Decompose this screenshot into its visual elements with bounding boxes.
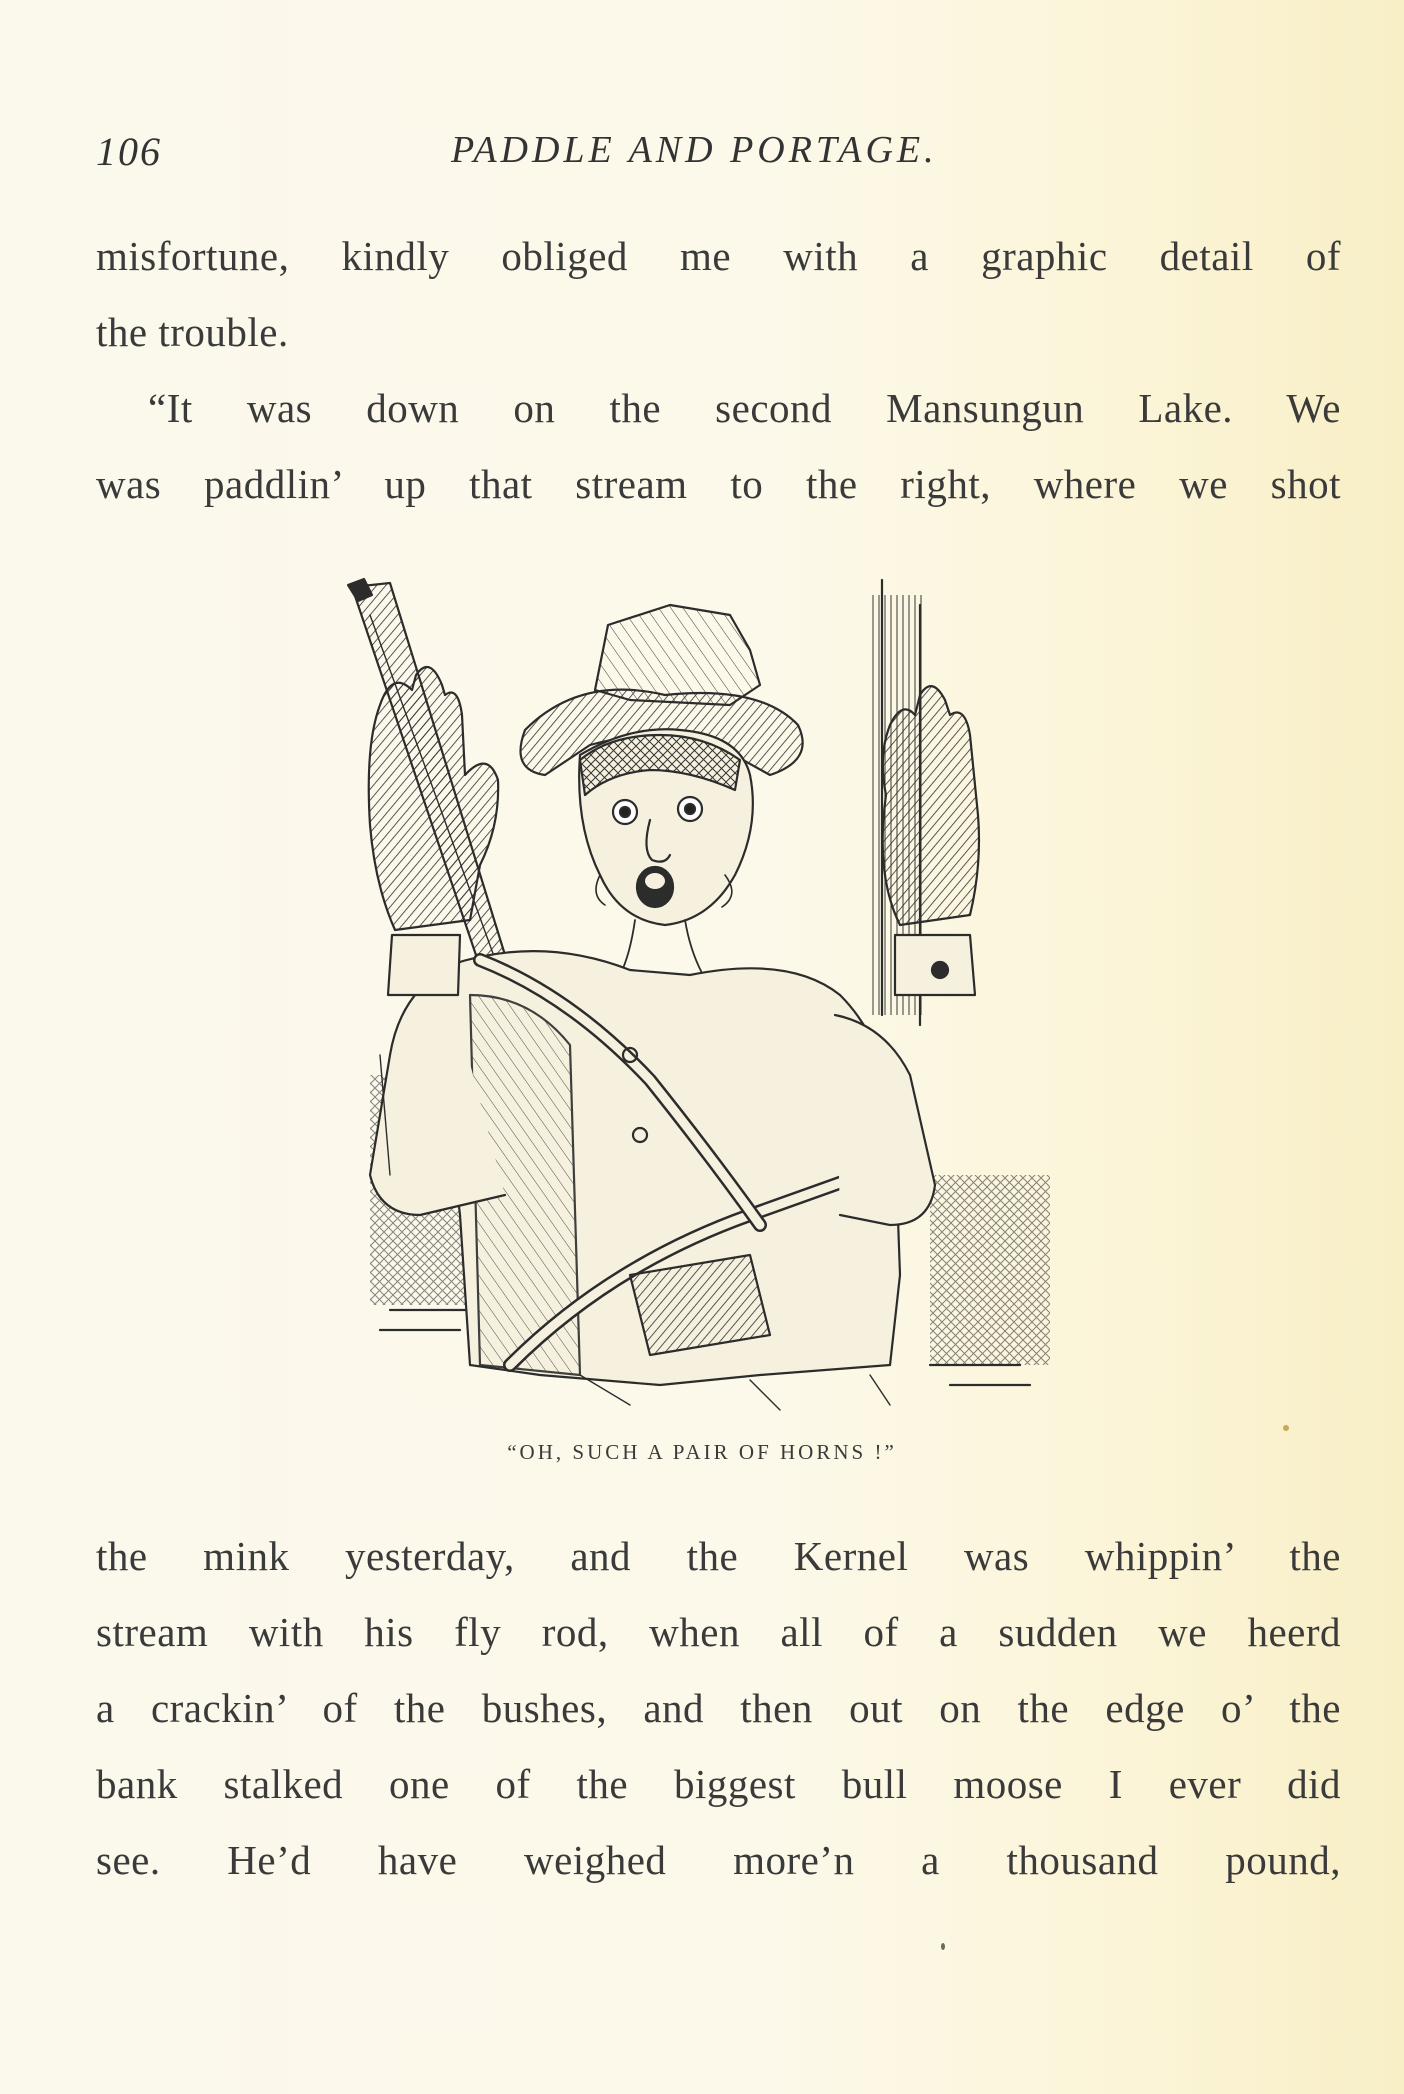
- text-line: stream with his fly rod, when all of a sudden we heerd: [96, 1609, 1341, 1655]
- page-header: [96, 128, 1341, 188]
- paragraph-quote: [96, 370, 1341, 522]
- text-line: the trouble.: [96, 309, 289, 355]
- woodsman-engraving: [330, 575, 1090, 1415]
- text-line: the mink yesterday, and the Kernel was whippin’ the: [96, 1533, 1341, 1579]
- page-number: 106: [96, 129, 162, 174]
- illustration-caption: “OH, SUCH A PAIR OF HORNS !”: [507, 1440, 897, 1464]
- text-line: see. He’d have weighed more’n a thousand pound,: [96, 1837, 1341, 1883]
- paragraph-bottom: [96, 1518, 1341, 1898]
- text-line: a crackin’ of the bushes, and then out on the edge o’ the: [96, 1685, 1341, 1731]
- running-head: PADDLE AND PORTAGE.: [451, 129, 938, 171]
- paragraph-top: [96, 218, 1341, 370]
- text-line: “It was down on the second Mansungun Lake. We: [148, 385, 1341, 431]
- illustration-frightened-woodsman: [330, 575, 1090, 1415]
- text-line: bank stalked one of the biggest bull moose I ever did: [96, 1761, 1341, 1807]
- text-line: was paddlin’ up that stream to the right, where we shot: [96, 461, 1341, 507]
- paper-speck: [941, 1943, 945, 1950]
- paper-speck: [1283, 1425, 1289, 1431]
- text-line: misfortune, kindly obliged me with a graphic detail of: [96, 233, 1341, 279]
